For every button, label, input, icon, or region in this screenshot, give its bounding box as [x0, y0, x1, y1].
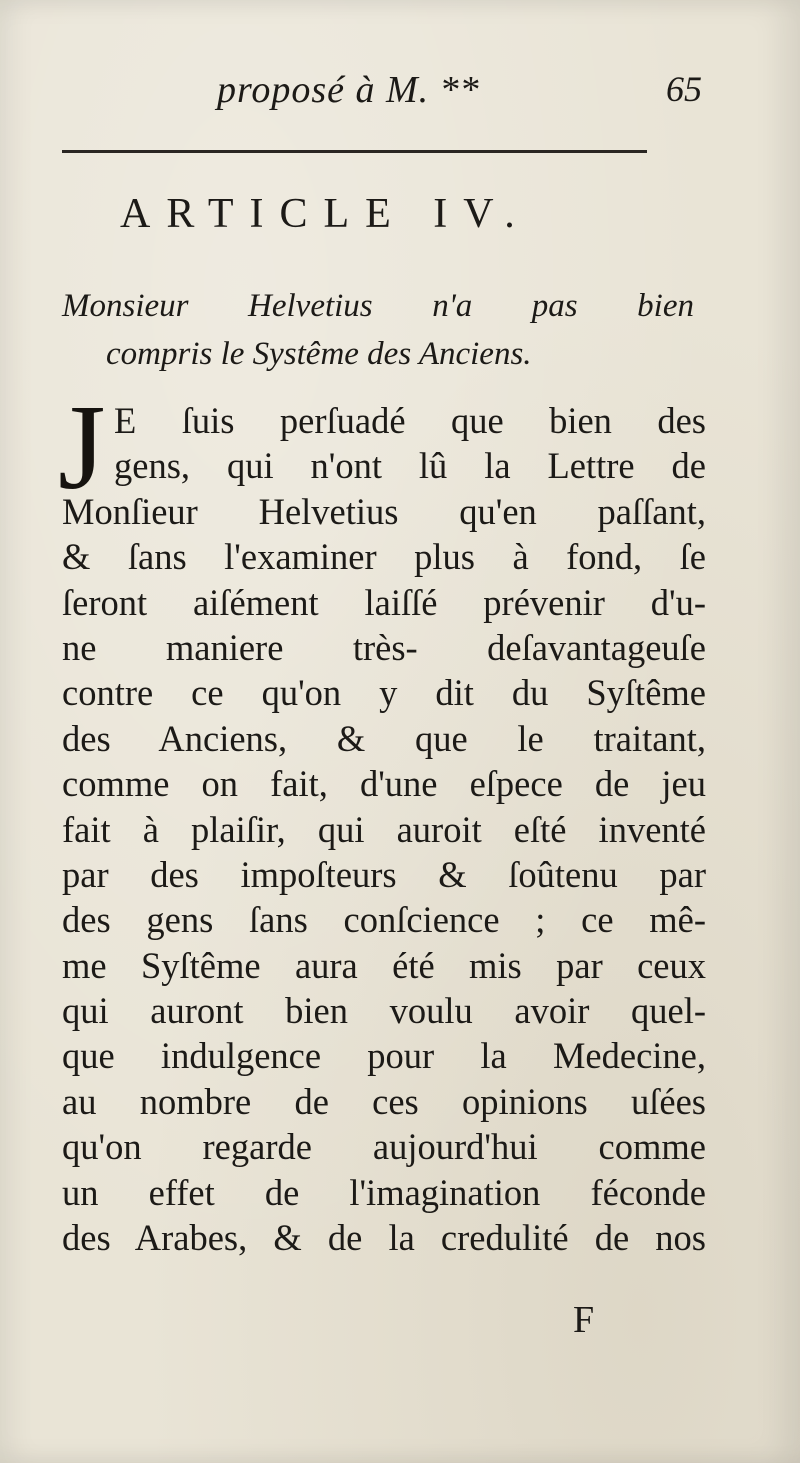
- text-line: des gens ſans conſcience ; ce mê-: [62, 899, 706, 941]
- drop-cap: J: [58, 380, 106, 515]
- page-number: 65: [666, 69, 702, 109]
- article-heading: ARTICLE IV.: [120, 191, 531, 237]
- article-subtitle: [62, 282, 702, 378]
- text-line: par des impoſteurs & ſoûtenu par: [62, 853, 706, 895]
- subtitle-line: compris le Systême des Anciens.: [106, 336, 532, 372]
- text-line: E ſuis perſuadé que bien des: [114, 400, 706, 441]
- text-line: & ſans l'examiner plus à fond, ſe: [62, 536, 706, 578]
- header-rule: [62, 150, 647, 153]
- catchword: F: [573, 1299, 595, 1341]
- running-title: proposé à M. **: [217, 69, 480, 111]
- text-line: un effet de l'imagination féconde: [62, 1171, 706, 1213]
- text-line: au nombre de ces opinions uſées: [62, 1080, 706, 1122]
- text-line: qu'on regarde aujourd'hui comme: [62, 1126, 706, 1168]
- text-line: des Arabes, & de la credulité de nos: [62, 1217, 706, 1259]
- text-line: fait à plaiſir, qui auroit eſté inventé: [62, 808, 706, 850]
- text-line: qui auront bien voulu avoir quel-: [62, 990, 706, 1032]
- body-text: [62, 398, 706, 1260]
- text-line: ne maniere très- deſavantageuſe: [62, 626, 706, 668]
- text-line: gens, qui n'ont lû la Lettre de: [114, 445, 706, 487]
- text-line: comme on fait, d'une eſpece de jeu: [62, 763, 706, 805]
- text-line: me Syſtême aura été mis par ceux: [62, 944, 706, 986]
- text-line: ſeront aiſément laiſſé prévenir d'u-: [62, 581, 706, 623]
- text-line: des Anciens, & que le traitant,: [62, 717, 706, 759]
- text-line: que indulgence pour la Medecine,: [62, 1035, 706, 1077]
- running-head: [62, 68, 722, 118]
- text-line: Monſieur Helvetius qu'en paſſant,: [62, 490, 706, 532]
- subtitle-line: Monsieur Helvetius n'a pas bien: [62, 288, 694, 324]
- text-line: contre ce qu'on y dit du Syſtême: [62, 672, 706, 714]
